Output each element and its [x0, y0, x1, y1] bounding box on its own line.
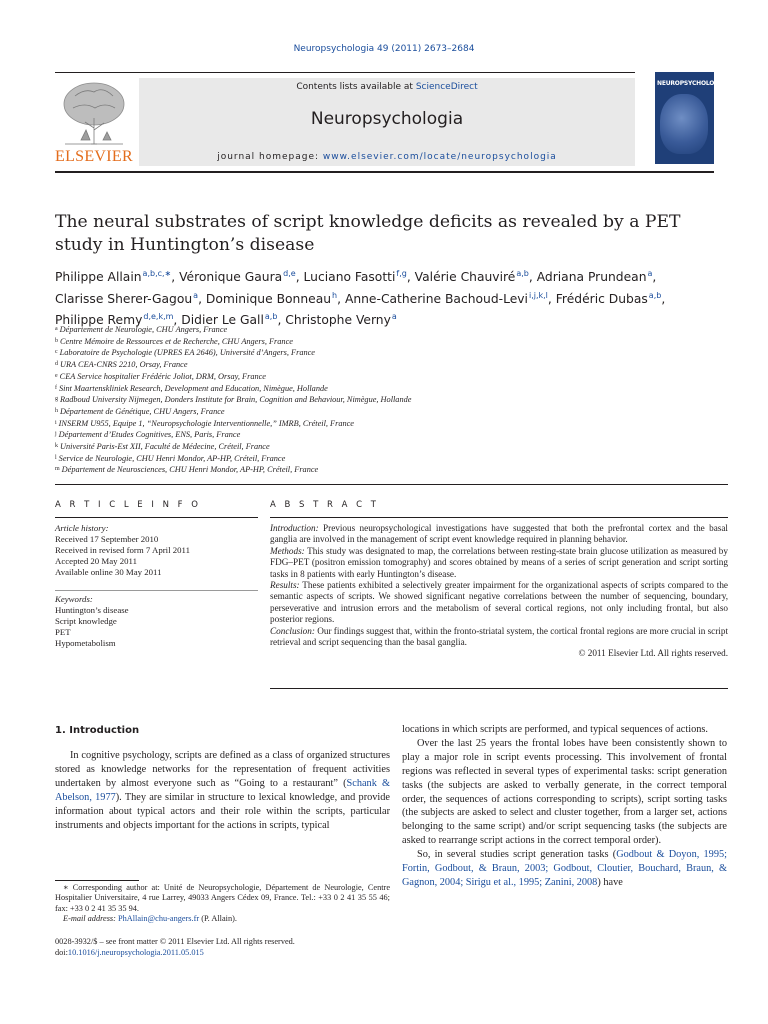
body-text: In cognitive psychology, scripts are defined as a class of organized structures stored as knowledge networks for the representation of frequent activities undertaken by almost everyone such as “Going to a restaurant” ( [55, 750, 390, 789]
header-rule-top [55, 72, 635, 73]
keywords [55, 594, 260, 649]
author-affiliation-marks[interactable]: a,b,c,∗ [142, 269, 172, 278]
affiliation [55, 359, 735, 371]
body-text: ) have [597, 876, 623, 888]
body-column-right [402, 723, 727, 890]
affiliation [55, 347, 735, 359]
abstract-heading: A B S T R A C T [270, 500, 379, 510]
affiliation-text: Service de Neurologie, CHU Henri Mondor, AP-HP, Créteil, France [58, 453, 286, 463]
body-text: ). They are similar in structure to lexical knowledge, and provide information about typical actors and their role within the scripts, particular instruments and objects important for the actions in scripts, typical [55, 791, 390, 831]
keyword: Huntington’s disease [55, 605, 129, 615]
affiliation-mark: j [55, 431, 57, 438]
affiliation-text: Département de Neurosciences, CHU Henri Mondor, AP-HP, Créteil, France [61, 465, 319, 475]
doi-link[interactable]: 10.1016/j.neuropsychologia.2011.05.015 [67, 947, 204, 957]
affiliation-text: URA CEA-CNRS 2210, Orsay, France [60, 360, 188, 370]
affiliation [55, 383, 735, 395]
author-affiliation-marks[interactable]: a,b [648, 290, 662, 300]
abstract-section-text: Previous neuropsychological investigations have suggested that both the prefrontal cortex and the basal ganglia are involved in the management of script event knowledge required in planning behavior. [270, 523, 728, 545]
footnote-rule [55, 880, 139, 881]
affiliation-text: Radboud University Nijmegen, Donders Institute for Brain, Cognition and Behaviour, Nimègue, Hollande [60, 395, 412, 405]
cover-brain-graphic [660, 94, 708, 154]
contents-prefix: Contents lists available at [296, 82, 416, 92]
affiliation-mark: c [55, 349, 58, 356]
body-text: So, in several studies script generation tasks ( [417, 849, 617, 861]
affiliation [55, 371, 735, 383]
abstract-section-label: Conclusion: [270, 625, 315, 636]
history-item: Received 17 September 2010 [55, 534, 159, 544]
author-name[interactable]: Adriana Prundean [536, 270, 647, 284]
keyword: Script knowledge [55, 616, 117, 626]
body-paragraph: Over the last 25 years the frontal lobes have been consistently shown to play a major role in script events processing. This involvement of frontal regions was reflected in several types of experimental tasks: script generation tasks (the subjects are asked to verbally generate, in the correct temporal order, the sequences of actions corresponding to scripts), script sorting tasks (the subjects are asked to select and cluster together, from a larger set, actions belonging to the same script) and/or script sequencing tasks (the subjects are asked to rearrange script actions in the correct temporal order). [402, 737, 727, 847]
author-name[interactable]: Valérie Chauviré [414, 270, 516, 284]
homepage-line [139, 152, 635, 162]
journal-citation-link[interactable]: Neuropsychologia 49 (2011) 2673–2684 [293, 44, 475, 54]
article-history [55, 523, 260, 578]
author-affiliation-marks[interactable]: i,j,k,l [528, 290, 548, 300]
author-affiliation-marks[interactable]: d,e,k,m [143, 312, 174, 321]
affiliation [55, 336, 735, 348]
abstract-section [270, 546, 728, 580]
author-affiliation-marks[interactable]: h [332, 290, 338, 300]
author-name[interactable]: Clarisse Sherer-Gagou [55, 291, 193, 306]
article-title: The neural substrates of script knowledge deficits as revealed by a PET study in Huntington’s disease [55, 212, 681, 255]
author-affiliation-marks[interactable]: a,b [516, 269, 529, 278]
abstract-section-text: These patients exhibited a selectively greater impairment for the organizational aspects of scripts compared to the semantic aspects of scripts. We showed significant negative correlations between the number of sequencing, boundary, perseverative and intrusion errors and the metabolism of several cortical regions, not only including frontal, but also posterior regions. [270, 580, 728, 625]
journal-header-band [139, 78, 635, 166]
footnotes [55, 883, 390, 925]
affiliation-mark: a [55, 326, 58, 332]
journal-cover-image [655, 72, 726, 164]
abstract-body [270, 523, 728, 660]
abstract-section [270, 523, 728, 546]
author-affiliation-marks[interactable]: a,b [264, 312, 278, 321]
affiliation-mark: e [55, 372, 58, 379]
affiliation-text: Département de Génétique, CHU Angers, France [60, 406, 225, 416]
author-name[interactable]: Véronique Gaura [179, 270, 283, 284]
citation-link[interactable]: Godbout & Doyon, 1995; Fortin, Godbout, & Braun, 2003; Godbout, Cloutier, Bouchard, Braun, & Gagnon, 2004; Sirigu et al., 1995; Zanini, 2008 [402, 849, 727, 888]
citation-link[interactable]: Schank & Abelson, 1977 [55, 777, 390, 803]
author-name[interactable]: Dominique Bonneau [205, 291, 332, 306]
affiliation-mark: l [55, 454, 57, 461]
contents-line [139, 82, 635, 92]
article-info-heading: A R T I C L E I N F O [55, 500, 201, 510]
affiliation-mark: d [55, 361, 58, 368]
section-heading-introduction: 1. Introduction [55, 725, 140, 736]
abstract-section [270, 626, 728, 649]
author-name[interactable]: Christophe Verny [285, 313, 391, 327]
author-name[interactable]: Philippe Allain [55, 270, 142, 284]
email-link[interactable]: PhAllain@chu-angers.fr [118, 914, 200, 924]
affiliation [55, 418, 735, 430]
affiliation [55, 394, 735, 406]
history-label: Article history: [55, 523, 109, 533]
author-affiliation-marks[interactable]: d,e [283, 269, 296, 278]
front-matter [55, 937, 390, 958]
doi-prefix: doi: [55, 947, 68, 957]
abstract-section-text: Our findings suggest that, within the fronto-striatal system, the cortical frontal regions are more crucial in script retrieval and script sequencing than the basal ganglia. [270, 625, 728, 648]
affiliation-text: Département de Neurologie, CHU Angers, France [59, 325, 228, 334]
author-name[interactable]: Philippe Remy [55, 313, 143, 327]
affiliation-mark: m [55, 466, 60, 473]
elsevier-logo [55, 78, 133, 166]
doi-line [55, 948, 390, 959]
abstract-section-label: Results: [270, 580, 300, 591]
history-item: Accepted 20 May 2011 [55, 556, 137, 566]
affiliation-text: Laboratoire de Psychologie (UPRES EA 2646), Université d’Angers, France [59, 348, 315, 358]
journal-homepage-link[interactable]: www.elsevier.com/locate/neuropsychologia [322, 152, 557, 162]
affiliation-text: Université Paris-Est XII, Faculté de Médecine, Créteil, France [60, 442, 270, 452]
affiliation-text: INSERM U955, Equipe 1, “Neuropsychologie Interventionnelle,” IMRB, Créteil, France [58, 418, 354, 428]
article-info-rule [55, 517, 258, 518]
sciencedirect-link[interactable]: ScienceDirect [415, 82, 478, 92]
keywords-rule [55, 590, 258, 591]
body-paragraph [55, 749, 390, 832]
journal-name: Neuropsychologia [310, 109, 464, 129]
author-name[interactable]: Frédéric Dubas [555, 291, 648, 306]
abstract-section-label: Methods: [270, 545, 305, 556]
issn-line: 0028-3932/$ – see front matter © 2011 Elsevier Ltd. All rights reserved. [55, 937, 295, 946]
corresponding-author-note: ∗ Corresponding author at: Unité de Neuropsychologie, Département de Neurologie, Centre Hospitalier Universitaire, 4 rue Larrey, 49033 Angers Cédex 09, France. Tel.: +33 0 2 41 35 55 46; fax: +33 0 2 41 35 35 94. [55, 883, 390, 913]
history-item: Available online 30 May 2011 [55, 567, 162, 577]
author-list: Philippe Allain$^{a,b,c,∗}$, Véronique Gaura$^{d,e}$, Luciano Fasotti$^{f,g}$, Valérie Chauviré$^{a,b}$, Adriana Prundean$^a$, Clarisse Sherer-Gagou$^a$, Dominique Bonneau$^h$, Anne-Catherine Bachoud-Levi$^{i,j,k,l}$, Frédéric Dubas$^{a,b}$, Philippe Remy$^{d,e,k,m}$, Didier Le Gall$^{a,b}$, Christophe Verny$^a$ [55, 269, 666, 327]
author-name[interactable]: Anne-Catherine Bachoud-Levi [344, 291, 528, 306]
abstract-copyright: © 2011 Elsevier Ltd. All rights reserved. [578, 648, 728, 659]
keyword: Hypometabolism [55, 638, 116, 648]
author-name[interactable]: Luciano Fasotti [303, 270, 396, 284]
author-affiliation-marks[interactable]: a [391, 312, 397, 321]
body-column-left [55, 749, 390, 832]
affiliation [55, 453, 735, 465]
section-divider [55, 484, 728, 485]
email-suffix: (P. Allain). [199, 914, 237, 924]
abstract-section-label: Introduction: [270, 523, 319, 533]
abstract-section-text: This study was designated to map, the correlations between resting-state brain glucose utilization as measured by FDG–PET (positron emission tomography) and scores obtained by means of a series of script generation and script sorting tasks in 8 patients with early Huntington’s disease. [270, 545, 728, 579]
affiliation [55, 324, 735, 336]
author-affiliation-marks[interactable]: a [193, 290, 199, 300]
email-label: E-mail address: [63, 914, 118, 924]
affiliation-mark: b [55, 337, 58, 344]
affiliation-text: CEA Service hospitalier Frédéric Joliot, DRM, Orsay, France [59, 371, 266, 381]
header-rule-bottom [55, 171, 714, 173]
affiliation-mark: f [55, 384, 57, 391]
affiliation-mark: h [55, 407, 58, 414]
cover-title: NEUROPSYCHOLOGIA [657, 80, 726, 87]
body-paragraph: locations in which scripts are performed, and typical sequences of actions. [402, 724, 708, 735]
affiliation-text: Sint Maartenskliniek Research, Development and Education, Nimègue, Hollande [59, 383, 328, 393]
history-item: Received in revised form 7 April 2011 [55, 545, 191, 555]
affiliation [55, 464, 735, 476]
affiliation [55, 406, 735, 418]
author-affiliation-marks[interactable]: f,g [396, 269, 407, 278]
author-affiliation-marks[interactable]: a [647, 269, 653, 278]
homepage-prefix: journal homepage: [217, 152, 323, 162]
email-note [55, 914, 390, 924]
affiliation [55, 441, 735, 453]
elsevier-tree-icon [55, 78, 133, 150]
affiliation-list [55, 324, 735, 476]
affiliation [55, 429, 735, 441]
affiliation-mark: i [55, 419, 57, 426]
abstract-section [270, 580, 728, 626]
affiliation-text: Centre Mémoire de Ressources et de Recherche, CHU Angers, France [60, 336, 293, 346]
keywords-label: Keywords: [55, 594, 93, 604]
body-paragraph [402, 848, 727, 890]
keyword: PET [55, 627, 71, 637]
affiliation-mark: g [55, 396, 58, 403]
elsevier-wordmark: ELSEVIER [55, 148, 133, 165]
affiliation-mark: k [55, 443, 58, 450]
author-name[interactable]: Didier Le Gall [181, 313, 264, 327]
abstract-rule-bottom [270, 688, 728, 689]
affiliation-text: Département d’Etudes Cognitives, ENS, Paris, France [58, 430, 241, 440]
abstract-rule-top [270, 517, 728, 518]
